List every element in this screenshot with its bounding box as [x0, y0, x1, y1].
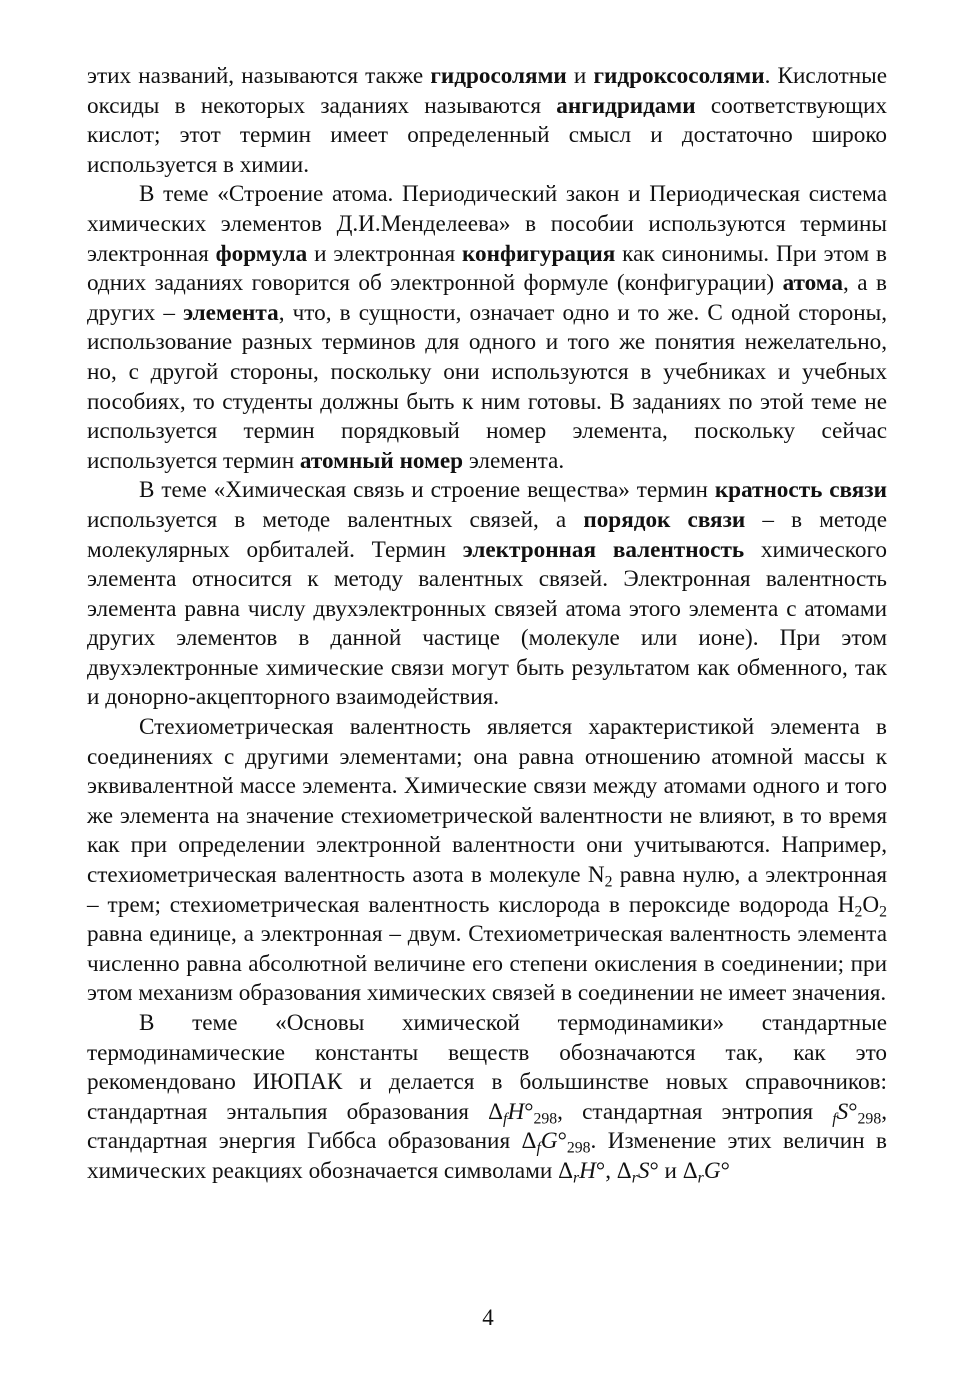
- symbol-formation-enthalpy: $\Delta_fH^\circ_{298}$: [488, 1098, 558, 1128]
- symbol-gibbs-energy: $\Delta_fG^\circ_{298}$: [521, 1128, 591, 1158]
- term-hydroxosalts: гидроксосолями: [593, 63, 765, 89]
- formula-n2: $N_2$: [587, 862, 613, 891]
- formula-h2o2: $H_2O_2$: [837, 891, 887, 921]
- page-number: 4: [482, 1305, 494, 1330]
- term-atomic-number: атомный номер: [299, 447, 464, 474]
- term-element: элемента: [183, 299, 279, 326]
- term-electronic-valence: электронная валентность: [462, 536, 745, 563]
- term-formula: формула: [215, 240, 308, 267]
- symbol-standard-entropy: $_fS^\circ_{298}$: [832, 1098, 882, 1128]
- document-body: [87, 62, 887, 1187]
- paragraph-4: Стехиометрическая валентность является характеристикой элемента в соединениях с другими элементами; она равна отношению атомной массы к эквивалентной массе элемента. Химические связи между атомами одного и того же элемента на значение стехиометрической валентности не влияют, в то время как при определении электронной валентности они учитываются. Например, стехиометрическая валентность азота в молекуле $N_2$ равна нулю, а электронная – трем; стехиометрическая валентность кислорода в пероксиде водорода $H_2O_2$ равна единице, а электронная – двум. Стехиометрическая валентность элемента численно равна абсолютной величине его степени окисления в соединении; при этом механизм образования химических связей в соединении не имеет значения.: [87, 714, 888, 1007]
- paragraph-2: В теме «Строение атома. Периодический закон и Периодическая система химических элементов Д.И.Менделеева» в пособии используются термины электронная формула и электронная конфигурация как синонимы. При этом в одних заданиях говорится об электронной формуле (конфигурации) атома, а в других – элемента, что, в сущности, означает одно и то же. С одной стороны, использование разных терминов для одного и того же понятия нежелательно, но, с другой стороны, поскольку они используются в учебниках и учебных пособиях, то студенты должны быть к ним готовы. В заданиях по этой теме не используется термин порядковый номер элемента, поскольку сейчас используется термин атомный номер элемента.: [87, 181, 887, 474]
- symbol-reaction-gibbs: $\Delta_rG^\circ$: [682, 1157, 730, 1187]
- term-anhydrides: ангидридами: [556, 92, 696, 119]
- paragraph-5: В теме «Основы химической термодинамики» стандартные термодинамические константы веществ обозначаются так, как это рекомендовано ИЮПАК и делается в большинстве новых справочников: стандартная энтальпия образования $\Delta_fH^\circ_{298}$, стандартная энтропия $_fS^\circ_{298}$, стандартная энергия Гиббса образования $\Delta_fG^\circ_{298}$. Изменение этих величин в химических реакциях обозначается символами $\Delta_rH^\circ$, $\Delta_rS^\circ$ и $\Delta_rG^\circ$: [87, 1010, 887, 1187]
- term-configuration: конфигурация: [461, 240, 616, 267]
- paragraph-3: В теме «Химическая связь и строение вещества» термин кратность связи используется в методе валентных связей, а порядок связи – в методе молекулярных орбиталей. Термин электронная валентность химического элемента относится к методу валентных связей. Электронная валентность элемента равна числу двухэлектронных связей атома этого элемента с атомами других элементов в данной частице (молекуле или ионе). При этом двухэлектронные химические связи могут быть результатом как обменного, так и донорно-акцепторного взаимодействия.: [87, 477, 887, 711]
- symbol-reaction-enthalpy: $\Delta_rH^\circ$: [558, 1157, 606, 1187]
- paragraph-1: этих названий, называются также гидросолями и гидроксосолями. Кислотные оксиды в некоторых заданиях называются ангидридами соответствующих кислот; этот термин имеет определенный смысл и достаточно широко используется в химии.: [87, 63, 888, 178]
- term-atom: атома: [782, 270, 844, 297]
- term-bond-multiplicity: кратность связи: [714, 477, 887, 504]
- term-hydrosalts: гидросолями: [430, 63, 567, 89]
- symbol-reaction-entropy: $\Delta_rS^\circ$: [616, 1157, 659, 1187]
- term-bond-order: порядок связи: [583, 506, 746, 533]
